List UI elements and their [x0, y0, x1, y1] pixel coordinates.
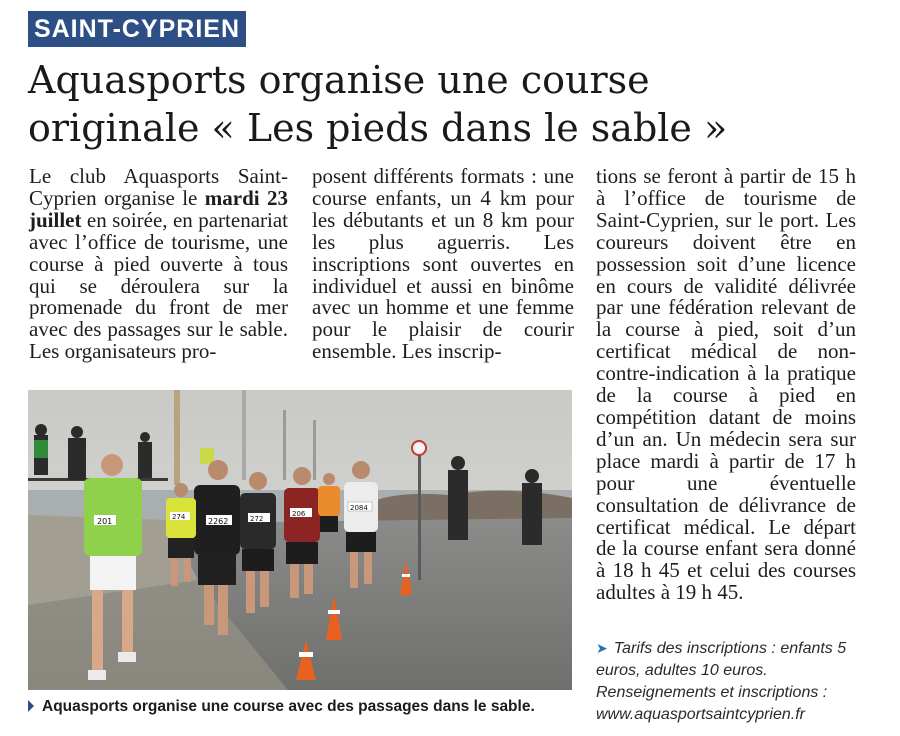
- article-column-3: [596, 166, 856, 604]
- headline-line-2: originale « Les pieds dans le sable »: [28, 106, 728, 150]
- article-column-2: [312, 166, 574, 363]
- bib-number: 206: [292, 510, 306, 518]
- event-date: mardi 23 juillet: [29, 185, 289, 232]
- headline-line-1: Aquasports organise une course: [28, 58, 650, 102]
- column-1-text: [29, 166, 288, 363]
- article-headline: [28, 56, 888, 152]
- photo-caption: [28, 698, 588, 716]
- bib-number: 2084: [350, 504, 368, 512]
- caption-text: Aquasports organise une course avec des passages dans le sable.: [42, 698, 535, 715]
- column-3-text: tions se feront à partir de 15 h à l’office de tourisme de Saint-Cyprien, sur le port. Les coureurs doivent être en possession soit d’une licence en cours de validité délivrée par une fédération relevant de la course à pied, soit d’un certificat médical de non-contre-indication à la pratique de la course à pied en compétition datant de moins d’un an. Un médecin sera sur place mardi à partir de 17 h pour une éventuelle consultation de délivrance de certificat médical. Le départ de la course enfant sera donné à 18 h 45 et celui des courses adultes à 19 h 45.: [596, 164, 856, 605]
- bib-number: 272: [250, 515, 264, 523]
- info-website: www.aquasportsaintcyprien.fr: [596, 706, 805, 723]
- info-renseignements: Renseignements et inscriptions :: [596, 684, 828, 701]
- runners-photo-illustration: [28, 390, 572, 690]
- column-2-text: posent différents formats : une course enfants, un 4 km pour les débutants et un 8 km pour les plus aguerris. Les inscriptions sont ouvertes en individuel et aussi en binôme avec un homme et une femme pour le plaisir de courir ensemble. Les inscrip-: [312, 164, 574, 364]
- article-photo: [28, 390, 572, 690]
- caption-marker-icon: [28, 700, 34, 712]
- bib-number: 2262: [208, 517, 229, 526]
- article-column-1: [29, 166, 288, 363]
- info-tarifs: [596, 637, 876, 682]
- section-tag: SAINT-CYPRIEN: [28, 11, 246, 47]
- tarifs-text: Tarifs des inscriptions : enfants 5 euros, adultes 10 euros.: [596, 640, 847, 679]
- arrow-right-icon: ➤: [596, 640, 608, 656]
- info-box: [596, 637, 876, 726]
- column-1-intro: Le club Aquasports Saint-Cyprien organise le: [29, 164, 288, 210]
- bib-number: 201: [97, 517, 113, 526]
- bib-number: 274: [172, 513, 186, 521]
- column-1-rest: en soirée, en partenariat avec l’office de tourisme, une course à pied ouverte à tous qui se déroulera sur la promenade du front de mer avec des passages sur le sable. Les organisateurs pro-: [29, 207, 288, 364]
